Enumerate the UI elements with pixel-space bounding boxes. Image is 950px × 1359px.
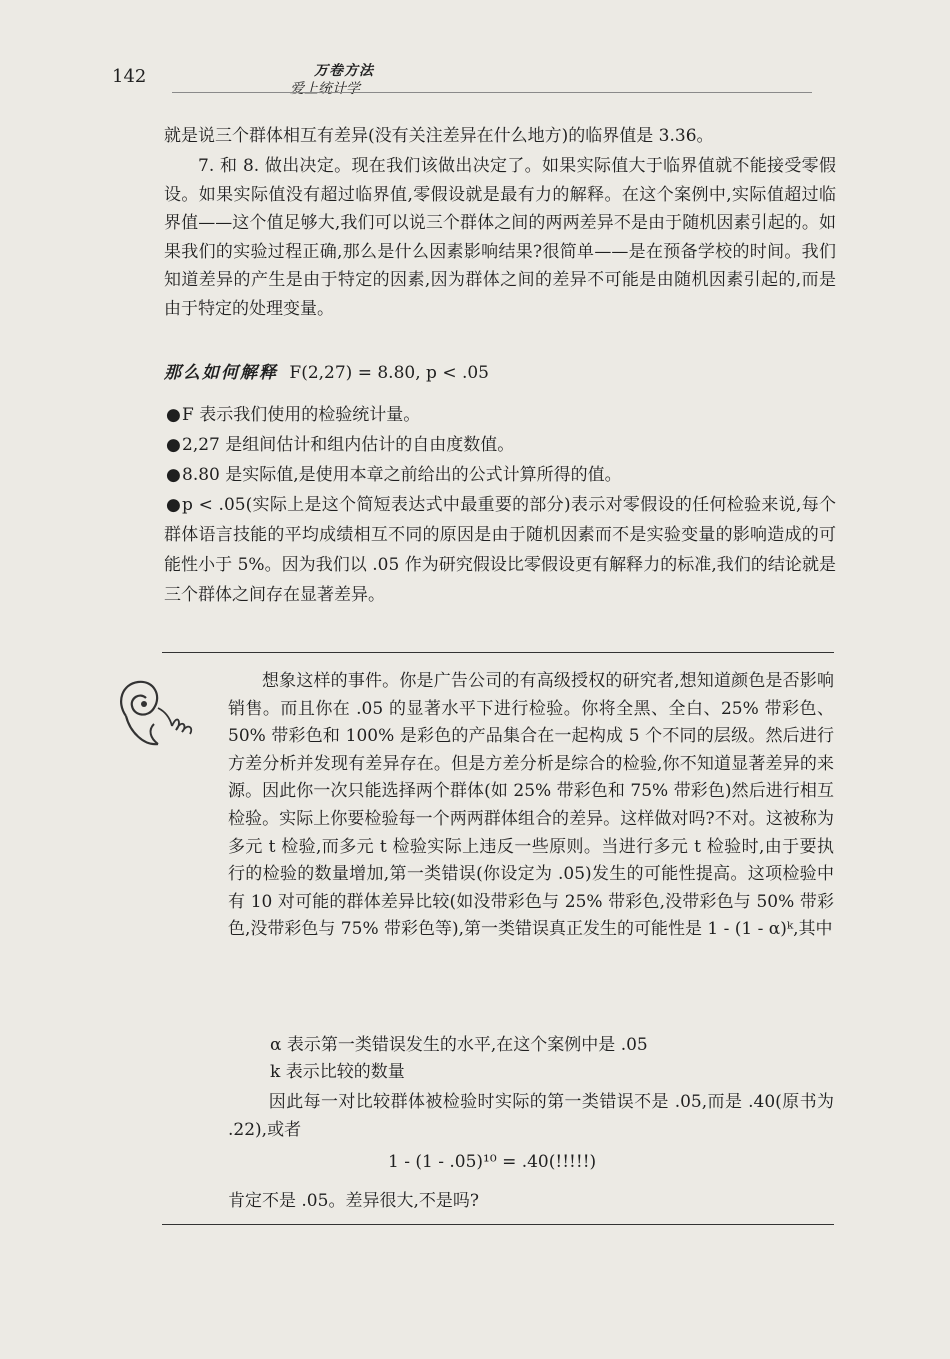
explain-label: 那么如何解释 bbox=[164, 363, 278, 383]
box-closing: 肯定不是 .05。差异很大,不是吗? bbox=[228, 1191, 479, 1211]
page-number: 142 bbox=[112, 66, 147, 87]
box-top-rule bbox=[162, 652, 834, 653]
error-formula: 1 - (1 - .05)¹⁰ = .40(!!!!!) bbox=[388, 1152, 597, 1172]
decision-paragraph: 7. 和 8. 做出决定。现在我们该做出决定了。如果实际值大于临界值就不能接受零假设。如果实际值没有超过临界值,零假设就是最有力的解释。在这个案例中,实际值超过临界值——这个值足够大,我们可以说三个群体之间的两两差异不是由于随机因素引起的。如果我们的实验过程正确,那么是什么因素影响结果?很简单——是在预备学校的时间。我们知道差异的产生是由于特定的因素,因为群体之间的差异不可能是由随机因素引起的,而是由于特定的处理变量。 bbox=[164, 156, 836, 319]
snail-icon bbox=[108, 672, 208, 762]
bullet-list bbox=[164, 400, 836, 610]
definition-k: k 表示比较的数量 bbox=[270, 1062, 405, 1082]
book-title: 爱上统计学 bbox=[290, 81, 360, 97]
box-bottom-rule bbox=[162, 1224, 834, 1225]
box-paragraph-2: 因此每一对比较群体被检验时实际的第一类错误不是 .05,而是 .40(原书为 .22),或者 bbox=[228, 1092, 834, 1140]
box-paragraph: 想象这样的事件。你是广告公司的有高级授权的研究者,想知道颜色是否影响销售。而且你在 .05 的显著水平下进行检验。你将全黑、全白、25% 带彩色、50% 带彩色和 100% 是彩色的产品集合在一起构成 5 个不同的层级。然后进行方差分析并发现有差异存在。但是方差分析是综合的检验,你不知道显著差异的来源。因此你一次只能选择两个群体(如 25% 带彩色和 75% 带彩色)然后进行相互检验。实际上你要检验每一个两两群体组合的差异。这样做对吗?不对。这被称为多元 t 检验,而多元 t 检验实际上违反一些原则。当进行多元 t 检验时,由于要执行的检验的数量增加,第一类错误(你设定为 .05)发生的可能性提高。这项检验中有 10 对可能的群体差异比较(如没带彩色与 25% 带彩色,没带彩色与 50% 带彩色,没带彩色与 75% 带彩色等),第一类错误真正发生的可能性是 1 - (1 - α)ᵏ,其中 bbox=[228, 671, 834, 940]
explain-heading bbox=[164, 358, 489, 383]
bullet-item: ●F 表示我们使用的检验统计量。 bbox=[166, 405, 421, 425]
definition-alpha: α 表示第一类错误发生的水平,在这个案例中是 .05 bbox=[270, 1035, 648, 1055]
bullet-item: ●2,27 是组间估计和组内估计的自由度数值。 bbox=[166, 435, 515, 455]
page-header bbox=[112, 63, 842, 97]
top-line: 就是说三个群体相互有差异(没有关注差异在什么地方)的临界值是 3.36。 bbox=[164, 126, 714, 146]
bullet-item: ●8.80 是实际值,是使用本章之前给出的公式计算所得的值。 bbox=[166, 465, 622, 485]
explain-formula: F(2,27) = 8.80, p < .05 bbox=[289, 363, 489, 383]
bullet-item: ●p < .05(实际上是这个简短表达式中最重要的部分)表示对零假设的任何检验来说,每个群体语言技能的平均成绩相互不同的原因是由于随机因素而不是实验变量的影响造成的可能性小于 5%。因为我们以 .05 作为研究假设比零假设更有解释力的标准,我们的结论就是三个群体之间存在显著差异。 bbox=[164, 495, 836, 605]
header-rule bbox=[172, 92, 812, 93]
series-name: 万卷方法 bbox=[314, 63, 374, 79]
